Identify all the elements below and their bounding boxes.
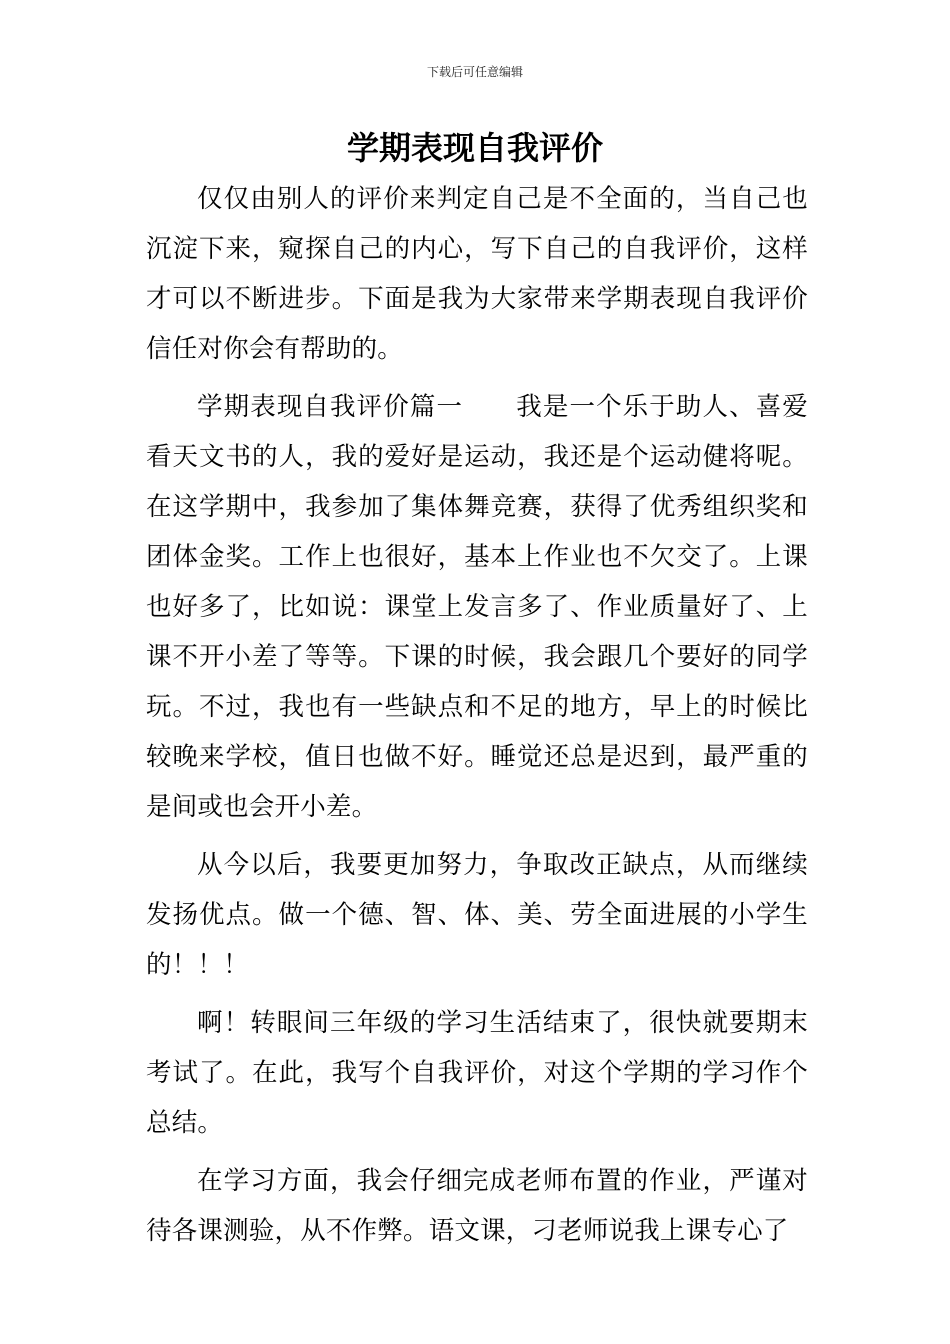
document-title: 学期表现自我评价	[346, 129, 603, 167]
document-body	[146, 174, 808, 1264]
paragraph-part-one: 学期表现自我评价篇一 我是一个乐于助人、喜爱看天文书的人，我的爱好是运动，我还是个运动健将呢。在这学期中，我参加了集体舞竞赛，获得了优秀组织奖和团体金奖。工作上也很好，基本上作业也不欠交了。上课也好多了，比如说：课堂上发言多了、作业质量好了、上课不开小差了等等。下课的时候，我会跟几个要好的同学玩。不过，我也有一些缺点和不足的地方，早上的时候比较晚来学校，值日也做不好。睡觉还总是迟到，最严重的是间或也会开小差。	[146, 392, 808, 822]
page-header-note: 下载后可任意编辑	[426, 65, 523, 79]
paragraph-summary-intro: 啊！转眼间三年级的学习生活结束了，很快就要期末考试了。在此，我写个自我评价，对这个学期的学习作个总结。	[146, 1008, 808, 1138]
paragraph-study: 在学习方面，我会仔细完成老师布置的作业，严谨对待各课测验，从不作弊。语文课，刁老师说我上课专心了	[146, 1166, 808, 1246]
paragraph-intro: 仅仅由别人的评价来判定自己是不全面的，当自己也沉淀下来，窥探自己的内心，写下自己的自我评价，这样才可以不断进步。下面是我为大家带来学期表现自我评价信任对你会有帮助的。	[146, 184, 808, 364]
paragraph-resolution: 从今以后，我要更加努力，争取改正缺点，从而继续发扬优点。做一个德、智、体、美、劳全面进展的小学生的！！！	[146, 850, 808, 980]
